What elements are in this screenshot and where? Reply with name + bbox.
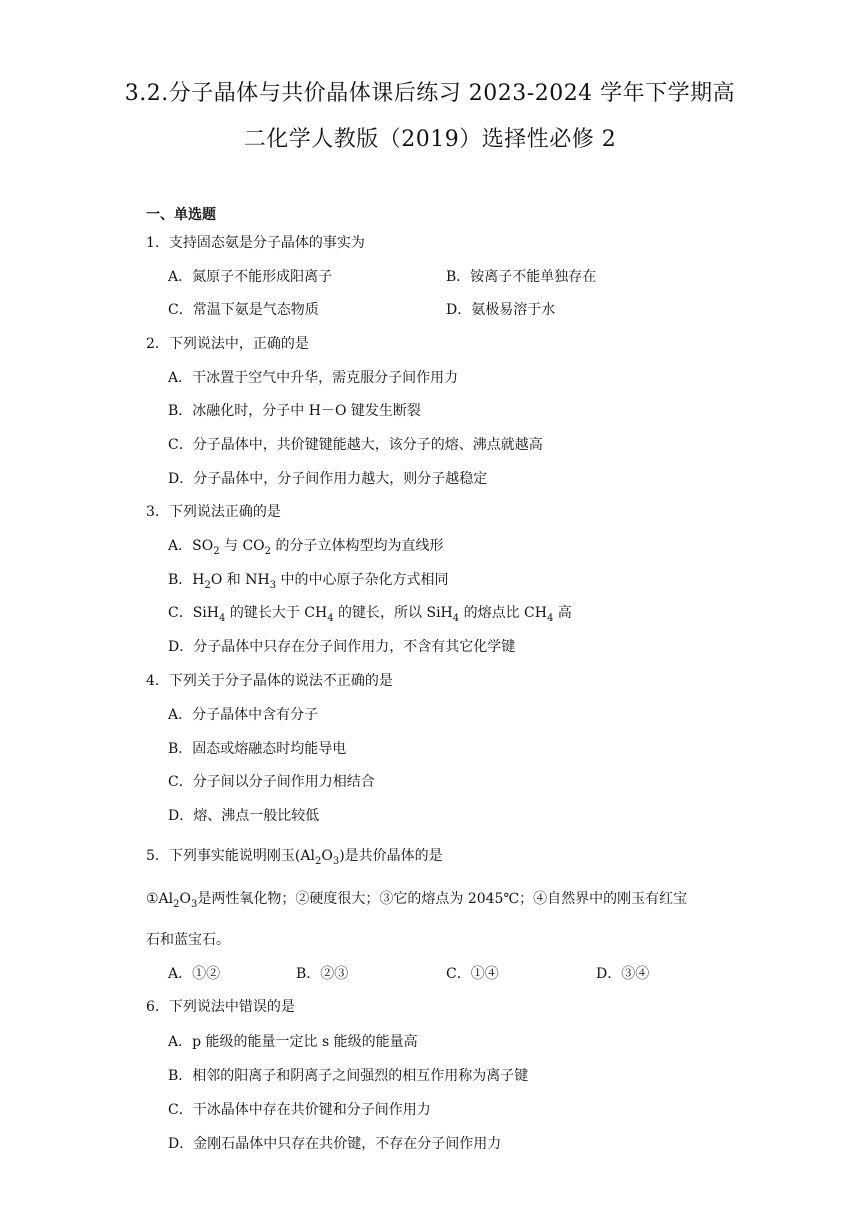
- section-heading: 一、单选题: [146, 207, 216, 223]
- q4-option-d: D．熔、沸点一般比较低: [168, 808, 320, 824]
- question-6-stem: 6．下列说法中错误的是: [146, 999, 295, 1015]
- q2-option-c: C．分子晶体中，共价键键能越大，该分子的熔、沸点就越高: [168, 437, 543, 453]
- q5-option-a: A．①②: [168, 966, 221, 982]
- q6-option-c: C．干冰晶体中存在共价键和分子间作用力: [168, 1102, 431, 1118]
- q6-option-a: A．p 能级的能量一定比 s 能级的能量高: [168, 1034, 418, 1050]
- q6-option-b: B．相邻的阳离子和阴离子之间强烈的相互作用称为离子键: [168, 1068, 529, 1084]
- q3-option-c: C．SiH$_4$ 的键长大于 $CH_4$ 的键长，所以 SiH$_4$ 的熔点比 $CH_4$ 高: [168, 605, 572, 624]
- question-2-stem: 2．下列说法中，正确的是: [146, 336, 309, 352]
- q1-option-b: B．铵离子不能单独存在: [446, 269, 597, 285]
- q2-option-a: A．干冰置于空气中升华，需克服分子间作用力: [168, 370, 459, 386]
- q1-option-d: D．氨极易溶于水: [446, 302, 556, 318]
- question-1-stem: 1．支持固态氨是分子晶体的事实为: [146, 235, 365, 251]
- q5-option-c: C．①④: [446, 966, 499, 982]
- q4-option-a: A．分子晶体中含有分子: [168, 707, 319, 723]
- q1-option-c: C．常温下氨是气态物质: [168, 302, 319, 318]
- q1-option-a: A．氮原子不能形成阳离子: [168, 269, 333, 285]
- q4-option-b: B．固态或熔融态时均能导电: [168, 741, 347, 757]
- title-line-2: 二化学人教版（2019）选择性必修 2: [243, 127, 617, 152]
- q5-statement-line-1: $①Al_2O_3$是两性氧化物；②硬度很大；③它的熔点为 2045℃；④自然界中的刚玉有红宝: [146, 891, 688, 910]
- q5-statement-line-2: 石和蓝宝石。: [146, 932, 230, 948]
- q2-option-d: D．分子晶体中，分子间作用力越大，则分子越稳定: [168, 471, 488, 487]
- q3-option-b: B．$H_2O$ 和 $NH_3$ 中的中心原子杂化方式相同: [168, 572, 449, 591]
- q4-option-c: C．分子间以分子间作用力相结合: [168, 774, 375, 790]
- q2-option-b: B．冰融化时，分子中 H－O 键发生断裂: [168, 403, 421, 419]
- q3-option-a: A．$SO_2$ 与 $CO_2$ 的分子立体构型均为直线形: [168, 538, 444, 557]
- q5-option-d: D．③④: [596, 966, 650, 982]
- question-5-stem: 5．下列事实能说明刚玉$(Al_2O_3)$是共价晶体的是: [146, 848, 443, 867]
- question-4-stem: 4．下列关于分子晶体的说法不正确的是: [146, 673, 393, 689]
- question-3-stem: 3．下列说法正确的是: [146, 504, 281, 520]
- q5-option-b: B．②③: [296, 966, 349, 982]
- title-line-1: 3.2.分子晶体与共价晶体课后练习 2023-2024 学年下学期高: [124, 81, 736, 106]
- q6-option-d: D．金刚石晶体中只存在共价键，不存在分子间作用力: [168, 1136, 502, 1152]
- q3-option-d: D．分子晶体中只存在分子间作用力，不含有其它化学键: [168, 639, 516, 655]
